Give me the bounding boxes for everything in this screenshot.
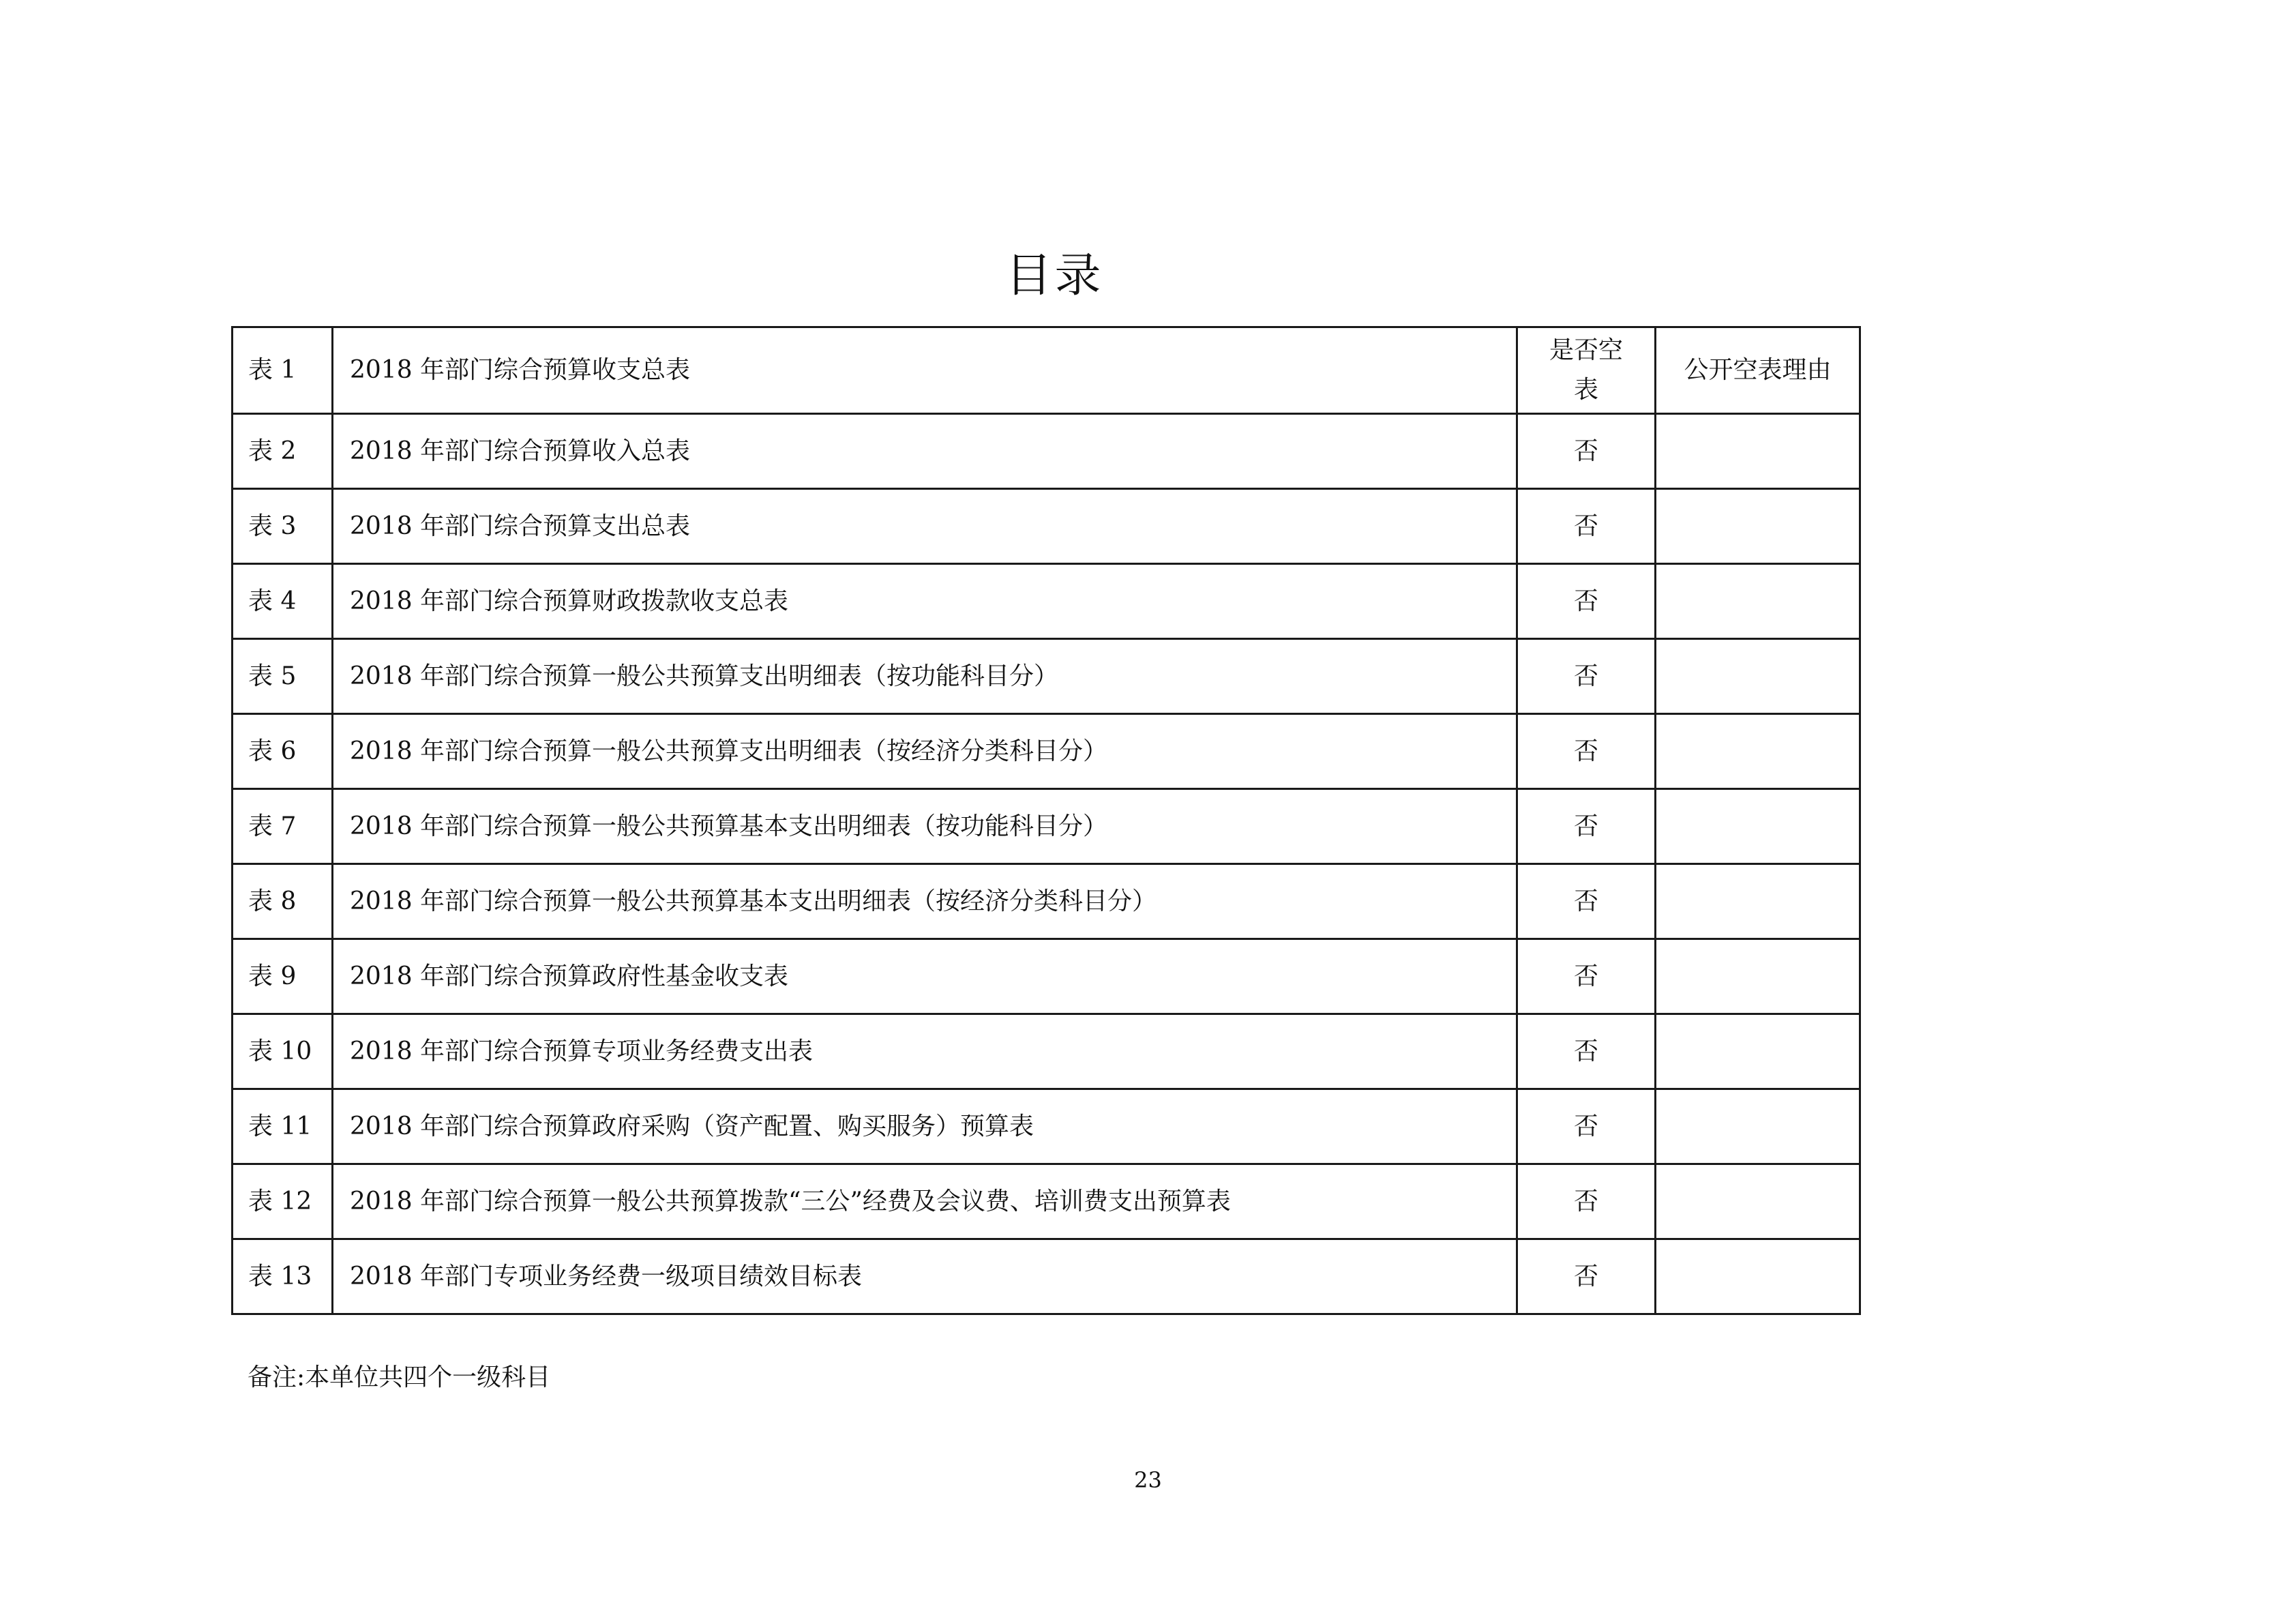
footnote: 备注:本单位共四个一级科目 bbox=[248, 1363, 551, 1391]
empty-reason-cell bbox=[1656, 639, 1860, 714]
table-row bbox=[233, 939, 1860, 1014]
table-number-cell: 表 10 bbox=[233, 1014, 333, 1089]
table-name-cell: 2018 年部门综合预算一般公共预算基本支出明细表（按功能科目分） bbox=[333, 789, 1517, 864]
table-row bbox=[233, 1089, 1860, 1164]
table-number-cell: 表 11 bbox=[233, 1089, 333, 1164]
table-name-cell: 2018 年部门综合预算一般公共预算支出明细表（按经济分类科目分） bbox=[333, 714, 1517, 789]
table-name-cell: 2018 年部门专项业务经费一级项目绩效目标表 bbox=[333, 1239, 1517, 1314]
empty-reason-cell bbox=[1656, 564, 1860, 639]
table-row bbox=[233, 414, 1860, 489]
empty-reason-cell bbox=[1656, 1164, 1860, 1239]
is-empty-cell: 否 bbox=[1517, 864, 1656, 939]
empty-reason-cell bbox=[1656, 489, 1860, 564]
empty-reason-cell bbox=[1656, 1014, 1860, 1089]
table-row bbox=[233, 789, 1860, 864]
is-empty-cell: 否 bbox=[1517, 639, 1656, 714]
table-name-cell: 2018 年部门综合预算专项业务经费支出表 bbox=[333, 1014, 1517, 1089]
empty-reason-cell bbox=[1656, 1089, 1860, 1164]
table-number-cell: 表 2 bbox=[233, 414, 333, 489]
is-empty-cell: 否 bbox=[1517, 714, 1656, 789]
empty-reason-cell bbox=[1656, 414, 1860, 489]
is-empty-cell: 否 bbox=[1517, 1164, 1656, 1239]
table-number-cell: 表 3 bbox=[233, 489, 333, 564]
page-number: 23 bbox=[1134, 1467, 1162, 1493]
table-row bbox=[233, 1014, 1860, 1089]
table-name-cell: 2018 年部门综合预算一般公共预算基本支出明细表（按经济分类科目分） bbox=[333, 864, 1517, 939]
empty-reason-header-cell: 公开空表理由 bbox=[1656, 327, 1860, 414]
is-empty-header-label: 是否空表 bbox=[1549, 336, 1623, 404]
is-empty-cell: 否 bbox=[1517, 489, 1656, 564]
table-number-cell: 表 9 bbox=[233, 939, 333, 1014]
empty-reason-cell bbox=[1656, 939, 1860, 1014]
table-row bbox=[233, 564, 1860, 639]
table-number-cell: 表 7 bbox=[233, 789, 333, 864]
table-name-cell: 2018 年部门综合预算政府性基金收支表 bbox=[333, 939, 1517, 1014]
toc-table-body bbox=[233, 327, 1860, 1314]
is-empty-cell: 否 bbox=[1517, 564, 1656, 639]
empty-reason-cell bbox=[1656, 1239, 1860, 1314]
table-number-cell: 表 13 bbox=[233, 1239, 333, 1314]
table-name-cell: 2018 年部门综合预算收入总表 bbox=[333, 414, 1517, 489]
table-number-cell: 表 4 bbox=[233, 564, 333, 639]
table-name-cell: 2018 年部门综合预算政府采购（资产配置、购买服务）预算表 bbox=[333, 1089, 1517, 1164]
is-empty-cell: 否 bbox=[1517, 789, 1656, 864]
is-empty-cell: 否 bbox=[1517, 1014, 1656, 1089]
table-name-cell: 2018 年部门综合预算一般公共预算拨款“三公”经费及会议费、培训费支出预算表 bbox=[333, 1164, 1517, 1239]
table-number-cell: 表 6 bbox=[233, 714, 333, 789]
table-row bbox=[233, 1239, 1860, 1314]
toc-table bbox=[231, 326, 1861, 1315]
is-empty-header-cell bbox=[1517, 327, 1656, 414]
table-number-cell: 表 1 bbox=[233, 327, 333, 414]
table-row bbox=[233, 864, 1860, 939]
table-number-cell: 表 8 bbox=[233, 864, 333, 939]
is-empty-cell: 否 bbox=[1517, 1239, 1656, 1314]
table-name-cell: 2018 年部门综合预算财政拨款收支总表 bbox=[333, 564, 1517, 639]
empty-reason-cell bbox=[1656, 714, 1860, 789]
table-name-cell: 2018 年部门综合预算收支总表 bbox=[333, 327, 1517, 414]
is-empty-cell: 否 bbox=[1517, 414, 1656, 489]
empty-reason-cell bbox=[1656, 864, 1860, 939]
page-title: 目录 bbox=[1005, 249, 1104, 303]
is-empty-cell: 否 bbox=[1517, 939, 1656, 1014]
table-number-cell: 表 5 bbox=[233, 639, 333, 714]
table-number-cell: 表 12 bbox=[233, 1164, 333, 1239]
empty-reason-cell bbox=[1656, 789, 1860, 864]
table-name-cell: 2018 年部门综合预算一般公共预算支出明细表（按功能科目分） bbox=[333, 639, 1517, 714]
table-row bbox=[233, 489, 1860, 564]
table-header-row bbox=[233, 327, 1860, 414]
table-row bbox=[233, 639, 1860, 714]
table-row bbox=[233, 714, 1860, 789]
is-empty-cell: 否 bbox=[1517, 1089, 1656, 1164]
table-name-cell: 2018 年部门综合预算支出总表 bbox=[333, 489, 1517, 564]
table-row bbox=[233, 1164, 1860, 1239]
